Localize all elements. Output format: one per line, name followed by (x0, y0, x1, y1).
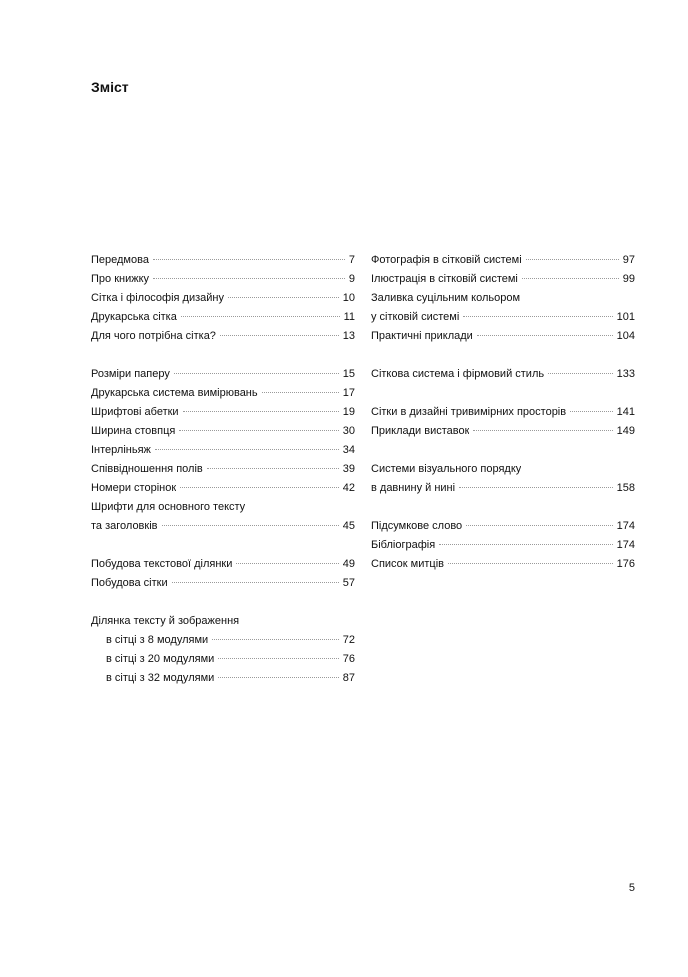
toc-entry-page: 72 (342, 634, 355, 646)
toc-entry[interactable] (91, 574, 355, 593)
toc-entry-title: Практичні приклади (371, 330, 473, 342)
toc-entry-title: Сітки в дизайні тривимірних просторів (371, 406, 567, 418)
toc-entry[interactable] (91, 403, 355, 422)
toc-entry-page: 10 (342, 292, 355, 304)
toc-entry[interactable] (91, 612, 355, 631)
toc-entry[interactable] (371, 422, 635, 441)
toc-entry-title: Список митців (371, 558, 444, 570)
toc-entry[interactable] (91, 669, 355, 688)
toc-entry[interactable] (371, 365, 635, 384)
toc-entry-page: 97 (622, 254, 635, 266)
toc-entry[interactable] (91, 555, 355, 574)
toc-entry-title: Про книжку (91, 273, 150, 285)
toc-entry[interactable] (371, 536, 635, 555)
dot-leader (207, 468, 339, 469)
group-spacer (371, 441, 635, 460)
toc-entry-title: Ілюстрація в сітковій системі (371, 273, 518, 285)
toc-right-column (371, 251, 635, 574)
toc-entry-page: 176 (616, 558, 635, 570)
toc-entry-title: Системи візуального порядку (371, 463, 522, 475)
toc-entry-title: Ділянка тексту й зображення (91, 615, 240, 627)
dot-leader (183, 411, 339, 412)
toc-entry[interactable] (91, 460, 355, 479)
dot-leader (463, 316, 612, 317)
toc-entry-title: в давнину й нині (371, 482, 456, 494)
toc-entry-title: Шрифти для основного тексту (91, 501, 246, 513)
toc-entry-page: 99 (622, 273, 635, 285)
toc-entry-title: Передмова (91, 254, 149, 266)
dot-leader (459, 487, 613, 488)
toc-entry-page: 34 (342, 444, 355, 456)
toc-entry-page: 158 (616, 482, 635, 494)
toc-entry-title: в сітці з 8 модулями (106, 634, 209, 646)
toc-entry-title: Для чого потрібна сітка? (91, 330, 216, 342)
toc-entry-page: 9 (348, 273, 355, 285)
toc-entry-page: 133 (616, 368, 635, 380)
dot-leader (236, 563, 338, 564)
toc-entry-page: 76 (342, 653, 355, 665)
toc-entry-title: Бібліографія (371, 539, 436, 551)
toc-entry[interactable] (91, 327, 355, 346)
toc-entry[interactable] (91, 289, 355, 308)
toc-entry-page: 39 (342, 463, 355, 475)
dot-leader (179, 430, 338, 431)
toc-entry[interactable] (91, 422, 355, 441)
dot-leader (466, 525, 612, 526)
toc-entry[interactable] (371, 555, 635, 574)
toc-entry-page: 45 (342, 520, 355, 532)
toc-left-column (91, 251, 355, 688)
toc-entry[interactable] (91, 384, 355, 403)
toc-entry-title: в сітці з 20 модулями (106, 653, 215, 665)
dot-leader (153, 278, 345, 279)
toc-entry[interactable] (371, 270, 635, 289)
toc-entry[interactable] (91, 270, 355, 289)
toc-entry[interactable] (371, 289, 635, 308)
dot-leader (526, 259, 619, 260)
toc-entry-title: Інтерліньяж (91, 444, 151, 456)
toc-entry[interactable] (91, 479, 355, 498)
dot-leader (212, 639, 339, 640)
toc-entry[interactable] (371, 479, 635, 498)
dot-leader (473, 430, 612, 431)
dot-leader (228, 297, 339, 298)
toc-entry[interactable] (91, 441, 355, 460)
toc-entry-title: Сіткова система і фірмовий стиль (371, 368, 545, 380)
dot-leader (448, 563, 613, 564)
toc-entry-title: Побудова сітки (91, 577, 168, 589)
toc-entry-page: 49 (342, 558, 355, 570)
toc-entry-page: 17 (342, 387, 355, 399)
dot-leader (570, 411, 613, 412)
page-number: 5 (628, 882, 635, 894)
toc-entry[interactable] (371, 517, 635, 536)
toc-entry-title: Розміри паперу (91, 368, 170, 380)
toc-entry-title: Номери сторінок (91, 482, 177, 494)
toc-entry-page: 42 (342, 482, 355, 494)
toc-entry-page: 57 (342, 577, 355, 589)
toc-entry-title: в сітці з 32 модулями (106, 672, 215, 684)
toc-entry-page: 13 (342, 330, 355, 342)
toc-entry-title: та заголовків (91, 520, 158, 532)
dot-leader (155, 449, 339, 450)
toc-entry-page: 87 (342, 672, 355, 684)
dot-leader (181, 316, 340, 317)
dot-leader (174, 373, 339, 374)
dot-leader (153, 259, 345, 260)
toc-entry-title: Ширина стовпця (91, 425, 176, 437)
dot-leader (262, 392, 339, 393)
toc-entry[interactable] (91, 517, 355, 536)
dot-leader (439, 544, 612, 545)
toc-entry[interactable] (371, 251, 635, 270)
toc-entry-page: 141 (616, 406, 635, 418)
dot-leader (180, 487, 339, 488)
dot-leader (477, 335, 613, 336)
toc-entry-title: Побудова текстової ділянки (91, 558, 233, 570)
toc-entry-page: 11 (343, 311, 355, 323)
toc-entry-page: 149 (616, 425, 635, 437)
toc-entry-title: у сітковій системі (371, 311, 460, 323)
dot-leader (522, 278, 619, 279)
group-spacer (371, 498, 635, 517)
toc-entry-page: 104 (616, 330, 635, 342)
group-spacer (91, 593, 355, 612)
toc-entry-page: 101 (616, 311, 635, 323)
toc-entry[interactable] (91, 498, 355, 517)
toc-entry-title: Друкарська сітка (91, 311, 177, 323)
toc-entry-title: Шрифтові абетки (91, 406, 179, 418)
toc-entry[interactable] (91, 650, 355, 669)
group-spacer (371, 384, 635, 403)
dot-leader (218, 677, 338, 678)
toc-entry-title: Заливка суцільним кольором (371, 292, 521, 304)
toc-entry-page: 30 (342, 425, 355, 437)
toc-entry[interactable] (371, 403, 635, 422)
group-spacer (91, 536, 355, 555)
dot-leader (548, 373, 613, 374)
toc-entry[interactable] (371, 460, 635, 479)
toc-entry-title: Друкарська система вимірювань (91, 387, 258, 399)
page-title: Зміст (91, 79, 129, 95)
toc-entry[interactable] (91, 631, 355, 650)
toc-entry-page: 174 (616, 520, 635, 532)
dot-leader (218, 658, 338, 659)
toc-entry[interactable] (371, 327, 635, 346)
toc-entry-title: Фотографія в сітковій системі (371, 254, 522, 266)
toc-entry-title: Підсумкове слово (371, 520, 463, 532)
toc-entry-page: 174 (616, 539, 635, 551)
group-spacer (91, 346, 355, 365)
toc-entry-page: 19 (342, 406, 355, 418)
toc-entry-title: Сітка і філософія дизайну (91, 292, 224, 304)
toc-entry[interactable] (91, 365, 355, 384)
toc-entry[interactable] (91, 308, 355, 327)
toc-entry-page: 7 (348, 254, 355, 266)
group-spacer (371, 346, 635, 365)
toc-entry-title: Співвідношення полів (91, 463, 203, 475)
dot-leader (220, 335, 339, 336)
toc-entry[interactable] (371, 308, 635, 327)
toc-entry-page: 15 (342, 368, 355, 380)
dot-leader (172, 582, 339, 583)
toc-entry-title: Приклади виставок (371, 425, 470, 437)
dot-leader (162, 525, 339, 526)
toc-entry[interactable] (91, 251, 355, 270)
